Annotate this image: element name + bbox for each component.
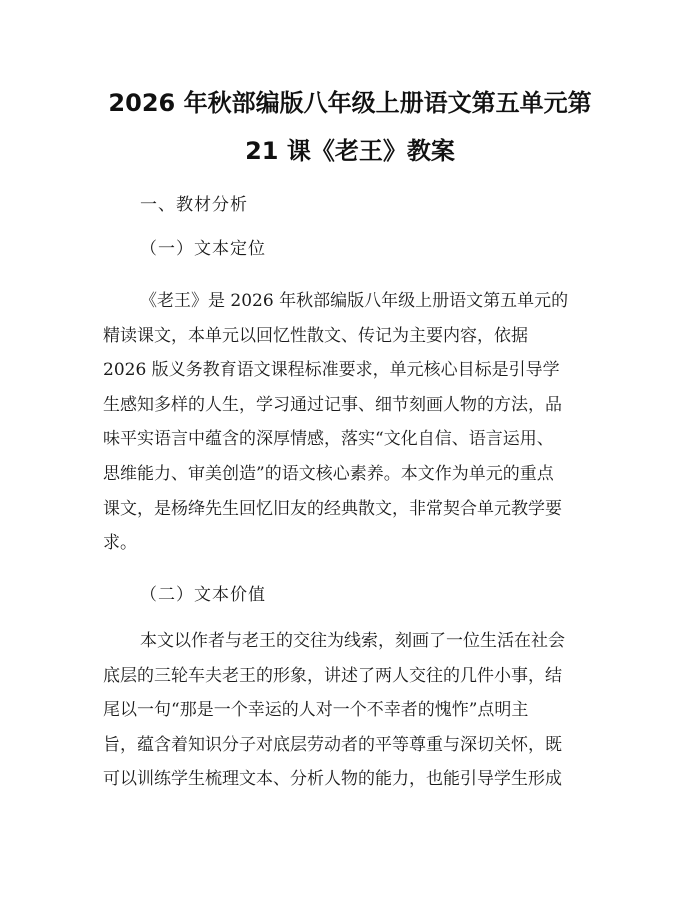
paragraph-line: 可以训练学生梳理文本、分析人物的能力，也能引导学生形成: [103, 769, 562, 790]
paragraph-text-positioning: [103, 284, 603, 561]
paragraph-line: 味平实语言中蕴含的深厚情感，落实“文化自信、语言运用、: [103, 429, 554, 450]
paragraph-line: 2026 版义务教育语文课程标准要求，单元核心目标是引导学: [103, 360, 560, 381]
paragraph-line: 《老王》是 2026 年秋部编版八年级上册语文第五单元的: [140, 291, 569, 311]
subsection-heading-positioning: （一）文本定位: [140, 239, 266, 259]
paragraph-line: 求。: [103, 533, 137, 554]
paragraph-line: 课文，是杨绛先生回忆旧友的经典散文，非常契合单元教学要: [103, 498, 562, 519]
document-title-line-2: 21 课《老王》教案: [245, 137, 455, 165]
paragraph-line: 尾以一句“那是一个幸运的人对一个不幸者的愧怍”点明主: [103, 700, 529, 721]
paragraph-line: 旨，蕴含着知识分子对底层劳动者的平等尊重与深切关怀，既: [103, 734, 562, 755]
section-heading-analysis: 一、教材分析: [140, 195, 248, 215]
document-title-line-1: 2026 年秋部编版八年级上册语文第五单元第: [108, 89, 592, 117]
paragraph-line: 本文以作者与老王的交往为线索，刻画了一位生活在社会: [140, 631, 565, 651]
subsection-heading-value: （二）文本价值: [140, 585, 266, 605]
paragraph-line: 底层的三轮车夫老王的形象，讲述了两人交往的几件小事，结: [103, 665, 562, 686]
paragraph-line: 思维能力、审美创造”的语文核心素养。本文作为单元的重点: [103, 463, 554, 484]
paragraph-text-value: [103, 624, 603, 797]
paragraph-line: 精读课文，本单元以回忆性散文、传记为主要内容，依据: [103, 325, 528, 346]
paragraph-line: 生感知多样的人生，学习通过记事、细节刻画人物的方法，品: [103, 394, 562, 415]
